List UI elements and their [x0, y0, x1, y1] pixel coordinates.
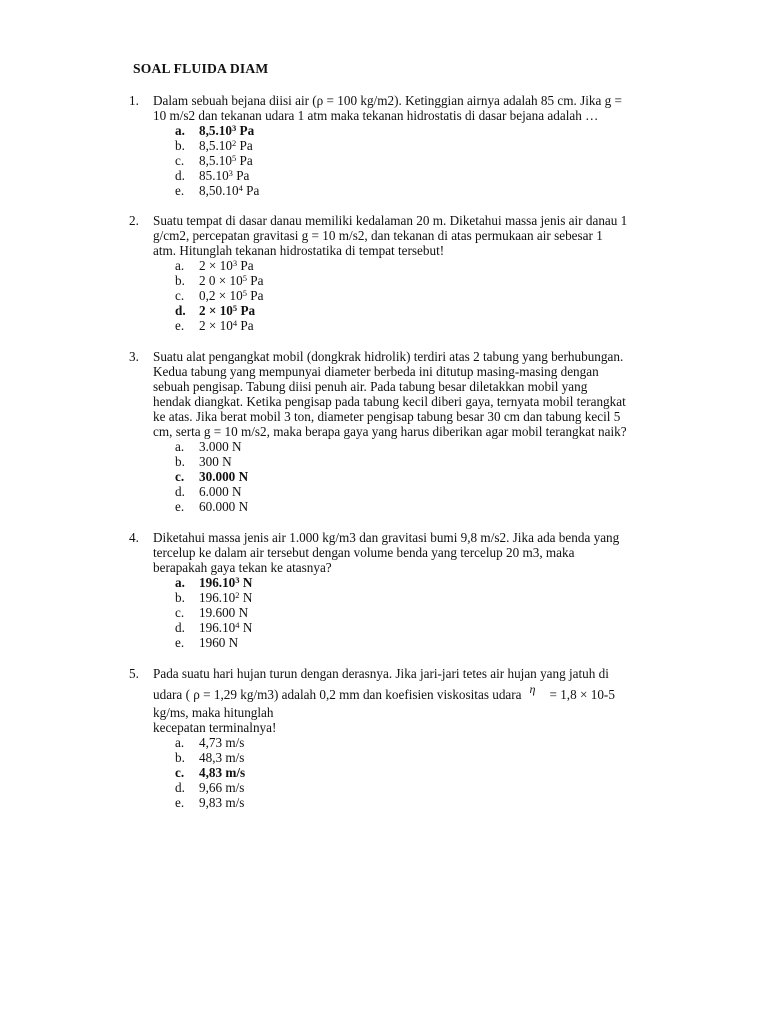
question-line: ke atas. Jika berat mobil 3 ton, diameter pengisap tabung besar 30 cm dan tabung kecil 5: [153, 409, 621, 424]
answer-option: [175, 288, 709, 303]
question-text: [153, 349, 709, 439]
options-list: [175, 123, 709, 198]
question-line: berapakah gaya tekan ke atasnya?: [153, 560, 332, 575]
question-number: 2.: [129, 213, 139, 228]
answer-option: [175, 780, 709, 795]
answer-option: [175, 439, 709, 454]
option-value: 196.10: [199, 575, 236, 590]
option-exponent: 5: [242, 287, 247, 298]
option-exponent: 5: [231, 152, 237, 163]
option-exponent: 4: [235, 619, 240, 630]
eta-symbol: η: [529, 682, 536, 696]
option-value: 2 × 10: [199, 318, 233, 333]
option-letter: b.: [175, 590, 185, 605]
option-unit: Pa: [246, 288, 264, 303]
option-letter: a.: [175, 439, 185, 454]
answer-option: [175, 258, 709, 273]
option-exponent: 4: [232, 317, 238, 328]
page-title: SOAL FLUIDA DIAM: [133, 61, 269, 76]
question-line: g/cm2, percepatan gravitasi g = 10 m/s2, dan tekanan di atas permukaan air sebesar 1: [153, 228, 603, 243]
option-value: 85.10: [199, 168, 229, 183]
question-number: 4.: [129, 530, 139, 545]
option-unit: Pa: [236, 138, 253, 153]
option-value: 30.000 N: [199, 469, 249, 484]
options-list: [175, 439, 709, 514]
option-letter: a.: [175, 735, 185, 750]
question-line: Pada suatu hari hujan turun dengan derasnya. Jika jari-jari tetes air hujan yang jatuh di: [153, 666, 609, 681]
question-line: hendak diangkat. Ketika pengisap pada tabung kecil diberi gaya, ternyata mobil terangkat: [153, 394, 626, 409]
question-line: sebuah pengisap. Tabung diisi penuh air. Pada tabung besar diletakkan mobil yang: [153, 379, 588, 394]
option-value: 8,50.10: [199, 183, 239, 198]
option-letter: a.: [175, 258, 185, 273]
option-value: 300 N: [199, 454, 232, 469]
option-value: 196.10: [199, 620, 236, 635]
option-letter: c.: [175, 153, 185, 168]
question-text: [153, 213, 709, 258]
option-letter: a.: [175, 123, 185, 138]
option-exponent: 5: [232, 302, 238, 313]
option-exponent: 3: [235, 574, 240, 585]
answer-option: [175, 635, 709, 650]
question-text: [153, 666, 709, 735]
option-letter: b.: [175, 454, 185, 469]
option-letter: d.: [175, 620, 185, 635]
answer-option: [175, 575, 709, 590]
option-value: 9,83 m/s: [199, 795, 245, 810]
option-value: 1960 N: [199, 635, 239, 650]
option-exponent: 2: [231, 137, 237, 148]
option-letter: d.: [175, 780, 185, 795]
option-letter: e.: [175, 635, 185, 650]
answer-option: [175, 303, 709, 318]
option-exponent: 3: [232, 257, 238, 268]
question-line-part: udara ( ρ = 1,29 kg/m3) adalah 0,2 mm dan koefisien viskositas udara: [153, 687, 522, 702]
options-list: [175, 735, 709, 810]
answer-option: [175, 138, 709, 153]
option-value: 8,5.10: [199, 153, 232, 168]
question-4: [129, 530, 709, 650]
answer-option: [175, 318, 709, 333]
question-line-part: = 1,8 × 10-5: [549, 687, 615, 702]
question-line: Suatu tempat di dasar danau memiliki kedalaman 20 m. Diketahui massa jenis air danau 1: [153, 213, 628, 228]
question-number: 3.: [129, 349, 139, 364]
question-text: [153, 530, 709, 575]
option-letter: e.: [175, 318, 185, 333]
option-letter: e.: [175, 795, 185, 810]
option-letter: b.: [175, 273, 185, 288]
option-letter: c.: [175, 469, 185, 484]
option-letter: c.: [175, 605, 185, 620]
option-value: 3.000 N: [199, 439, 242, 454]
answer-option: [175, 168, 709, 183]
option-letter: c.: [175, 765, 185, 780]
question-1: [129, 93, 709, 198]
option-unit: Pa: [237, 258, 254, 273]
option-letter: b.: [175, 750, 185, 765]
answer-option: [175, 605, 709, 620]
option-exponent: 4: [238, 182, 243, 193]
options-list: [175, 258, 709, 333]
answer-option: [175, 484, 709, 499]
question-number: 5.: [129, 666, 139, 681]
question-line: 10 m/s2 dan tekanan udara 1 atm maka tekanan hidrostatis di dasar bejana adalah …: [153, 108, 599, 123]
option-unit: Pa: [237, 318, 254, 333]
option-value: 48,3 m/s: [199, 750, 245, 765]
answer-option: [175, 469, 709, 484]
option-value: 4,83 m/s: [199, 765, 246, 780]
answer-option: [175, 735, 709, 750]
answer-option: [175, 153, 709, 168]
option-unit: Pa: [242, 183, 260, 198]
question-line: kg/ms, maka hitunglah: [153, 705, 274, 720]
question-line: Suatu alat pengangkat mobil (dongkrak hidrolik) terdiri atas 2 tabung yang berhubungan.: [153, 349, 624, 364]
answer-option: [175, 590, 709, 605]
option-letter: d.: [175, 168, 185, 183]
option-value: 19.600 N: [199, 605, 249, 620]
question-line: Dalam sebuah bejana diisi air (ρ = 100 kg/m2). Ketinggian airnya adalah 85 cm. Jika g =: [153, 93, 622, 108]
option-value: 196.10: [199, 590, 236, 605]
option-unit: N: [239, 620, 253, 635]
question-3: [129, 349, 709, 514]
option-letter: e.: [175, 499, 185, 514]
option-value: 60.000 N: [199, 499, 249, 514]
answer-option: [175, 273, 709, 288]
answer-option: [175, 795, 709, 810]
option-value: 9,66 m/s: [199, 780, 245, 795]
option-unit: Pa: [236, 153, 253, 168]
answer-option: [175, 750, 709, 765]
answer-option: [175, 123, 709, 138]
answer-option: [175, 499, 709, 514]
option-letter: a.: [175, 575, 185, 590]
option-letter: e.: [175, 183, 185, 198]
option-letter: c.: [175, 288, 185, 303]
question-line: cm, serta g = 10 m/s2, maka berapa gaya yang harus diberikan agar mobil terangkat naik?: [153, 424, 627, 439]
option-exponent: 3: [231, 122, 237, 133]
option-letter: d.: [175, 303, 186, 318]
option-value: 4,73 m/s: [199, 735, 245, 750]
question-number: 1.: [129, 93, 139, 108]
answer-option: [175, 765, 709, 780]
question-2: [129, 213, 709, 333]
option-value: 8,5.10: [199, 138, 232, 153]
option-unit: N: [239, 575, 253, 590]
question-line: kecepatan terminalnya!: [153, 720, 277, 735]
option-exponent: 2: [235, 589, 240, 600]
option-exponent: 5: [242, 272, 247, 283]
option-value: 2 0 × 10: [199, 273, 243, 288]
option-unit: Pa: [246, 273, 264, 288]
question-line: Kedua tabung yang mempunyai diameter berbeda ini ditutup masing-masing dengan: [153, 364, 599, 379]
question-line: Diketahui massa jenis air 1.000 kg/m3 dan gravitasi bumi 9,8 m/s2. Jika ada benda yang: [153, 530, 620, 545]
question-text: [153, 93, 709, 123]
option-unit: N: [239, 590, 253, 605]
question-line: [153, 682, 709, 703]
option-value: 2 × 10: [199, 258, 233, 273]
option-value: 2 × 10: [199, 303, 233, 318]
question-line: tercelup ke dalam air tersebut dengan volume benda yang tercelup 20 m3, maka: [153, 545, 575, 560]
question-5: [129, 666, 709, 810]
option-value: 8,5.10: [199, 123, 232, 138]
option-value: 6.000 N: [199, 484, 242, 499]
answer-option: [175, 454, 709, 469]
question-line: atm. Hitunglah tekanan hidrostatika di tempat tersebut!: [153, 243, 445, 258]
option-unit: Pa: [236, 123, 255, 138]
option-unit: Pa: [237, 303, 256, 318]
answer-option: [175, 183, 709, 198]
option-letter: b.: [175, 138, 185, 153]
option-value: 0,2 × 10: [199, 288, 243, 303]
answer-option: [175, 620, 709, 635]
option-letter: d.: [175, 484, 185, 499]
option-unit: Pa: [232, 168, 250, 183]
options-list: [175, 575, 709, 650]
option-exponent: 3: [228, 167, 233, 178]
